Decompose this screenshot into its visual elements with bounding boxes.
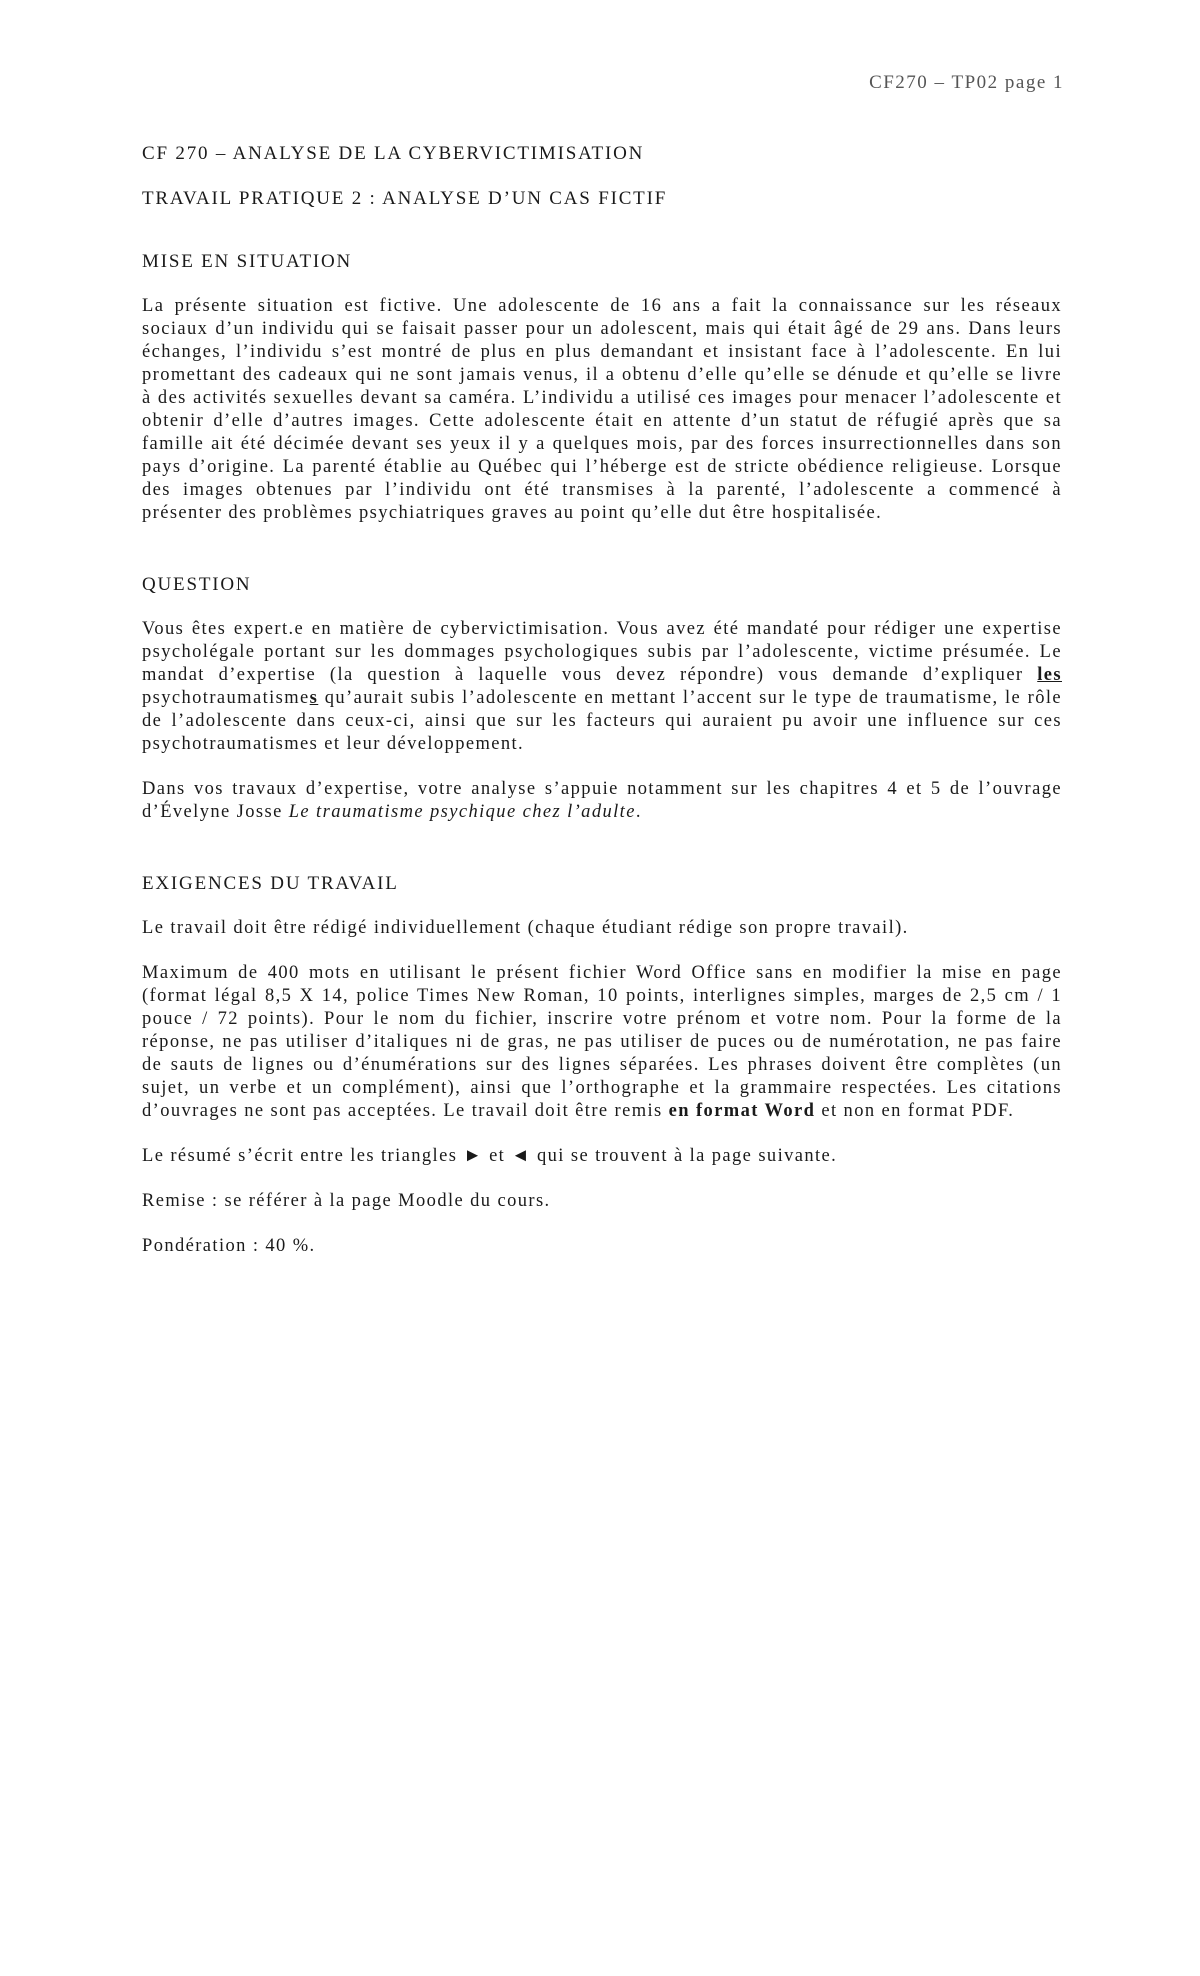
question-p1-emphasis-les: les xyxy=(1037,665,1062,685)
exigences-paragraph-remise: Remise : se référer à la page Moodle du cours. xyxy=(142,1191,551,1211)
exigences-p2-emphasis-format: en format Word xyxy=(668,1101,816,1121)
question-paragraph-2 xyxy=(142,778,1062,824)
book-title: Le traumatisme psychique chez l’adulte xyxy=(288,802,636,822)
assignment-title: TRAVAIL PRATIQUE 2 : ANALYSE D’UN CAS FICTIF xyxy=(142,188,668,209)
page-header: CF270 – TP02 page 1 xyxy=(869,72,1064,93)
exigences-paragraph-1: Le travail doit être rédigé individuellement (chaque étudiant rédige son propre travail). xyxy=(142,918,909,938)
exigences-p2-text-a: Maximum de 400 mots en utilisant le présent fichier Word Office sans en modifier la mise en page (format légal 8,5 X 14, police Times New Roman, 10 points, interlignes simples, marges de 2,5 cm / 1 pouce / 72 points). Pour le nom du fichier, inscrire votre prénom et votre nom. Pour la forme de la réponse, ne pas utiliser d’italiques ni de gras, ne pas utiliser de puces ou de numérotation, ne pas faire de sauts de lignes ou d’énumérations sur des lignes séparées. Les phrases doivent être complètes (un sujet, un verbe et un complément), ainsi que l’orthographe et la grammaire respectées. Les citations d’ouvrages ne sont pas acceptées. Le travail doit être remis xyxy=(142,963,1062,1121)
exigences-paragraph-ponderation: Pondération : 40 %. xyxy=(142,1236,316,1256)
question-p2-text-b: . xyxy=(635,802,642,822)
course-title: CF 270 – ANALYSE DE LA CYBERVICTIMISATION xyxy=(142,143,645,164)
mise-en-situation-paragraph: La présente situation est fictive. Une adolescente de 16 ans a fait la connaissance sur les réseaux sociaux d’un individu qui se faisait passer pour un adolescent, mais qui était âgé de 29 ans. Dans leurs échanges, l’individu s’est montré de plus en plus demandant et insistant face à l’adolescente. En lui promettant des cadeaux qui ne sont jamais venus, il a obtenu d’elle qu’elle se dénude et qu’elle se livre à des activités sexuelles devant sa caméra. L’individu a utilisé ces images pour menacer l’adolescente et obtenir d’elle d’autres images. Cette adolescente était en attente d’un statut de réfugié après que sa famille ait été décimée devant ses yeux il y a quelques mois, par des forces insurrectionnelles dans son pays d’origine. La parenté établie au Québec qui l’héberge est de stricte obédience religieuse. Lorsque des images obtenues par l’individu ont été transmises à la parenté, l’adolescente a commencé à présenter des problèmes psychiatriques graves au point qu’elle dut être hospitalisée. xyxy=(142,296,1062,523)
question-p1-text-c: qu’aurait subis l’adolescente en mettant l’accent sur le type de traumatisme, le rôle de l’adolescente dans ceux-ci, ainsi que sur les facteurs qui auraient pu avoir une influence sur ces psychotraumatismes et leur développement. xyxy=(142,688,1062,754)
exigences-paragraph-2 xyxy=(142,962,1062,1123)
question-p1-text-b: psychotraumatisme xyxy=(142,688,310,708)
section-heading-exigences: EXIGENCES DU TRAVAIL xyxy=(142,873,399,894)
question-p1-emphasis-s: s xyxy=(309,688,319,708)
document-body xyxy=(142,142,1062,1280)
question-p1-text-a: Vous êtes expert.e en matière de cybervictimisation. Vous avez été mandaté pour rédiger une expertise psycholégale portant sur les dommages psychologiques subis par l’adolescente, victime présumée. Le mandat d’expertise (la question à laquelle vous devez répondre) vous demande d’expliquer xyxy=(142,619,1062,685)
section-heading-question: QUESTION xyxy=(142,574,252,595)
question-paragraph-1 xyxy=(142,618,1062,756)
exigences-p2-text-b: et non en format PDF. xyxy=(815,1101,1015,1121)
section-heading-mise-en-situation: MISE EN SITUATION xyxy=(142,251,353,272)
exigences-paragraph-3: Le résumé s’écrit entre les triangles ► et ◄ qui se trouvent à la page suivante. xyxy=(142,1146,838,1166)
question-p2-text-a: Dans vos travaux d’expertise, votre analyse s’appuie notamment sur les chapitres 4 et 5 de l’ouvrage d’Évelyne Josse xyxy=(142,779,1062,822)
